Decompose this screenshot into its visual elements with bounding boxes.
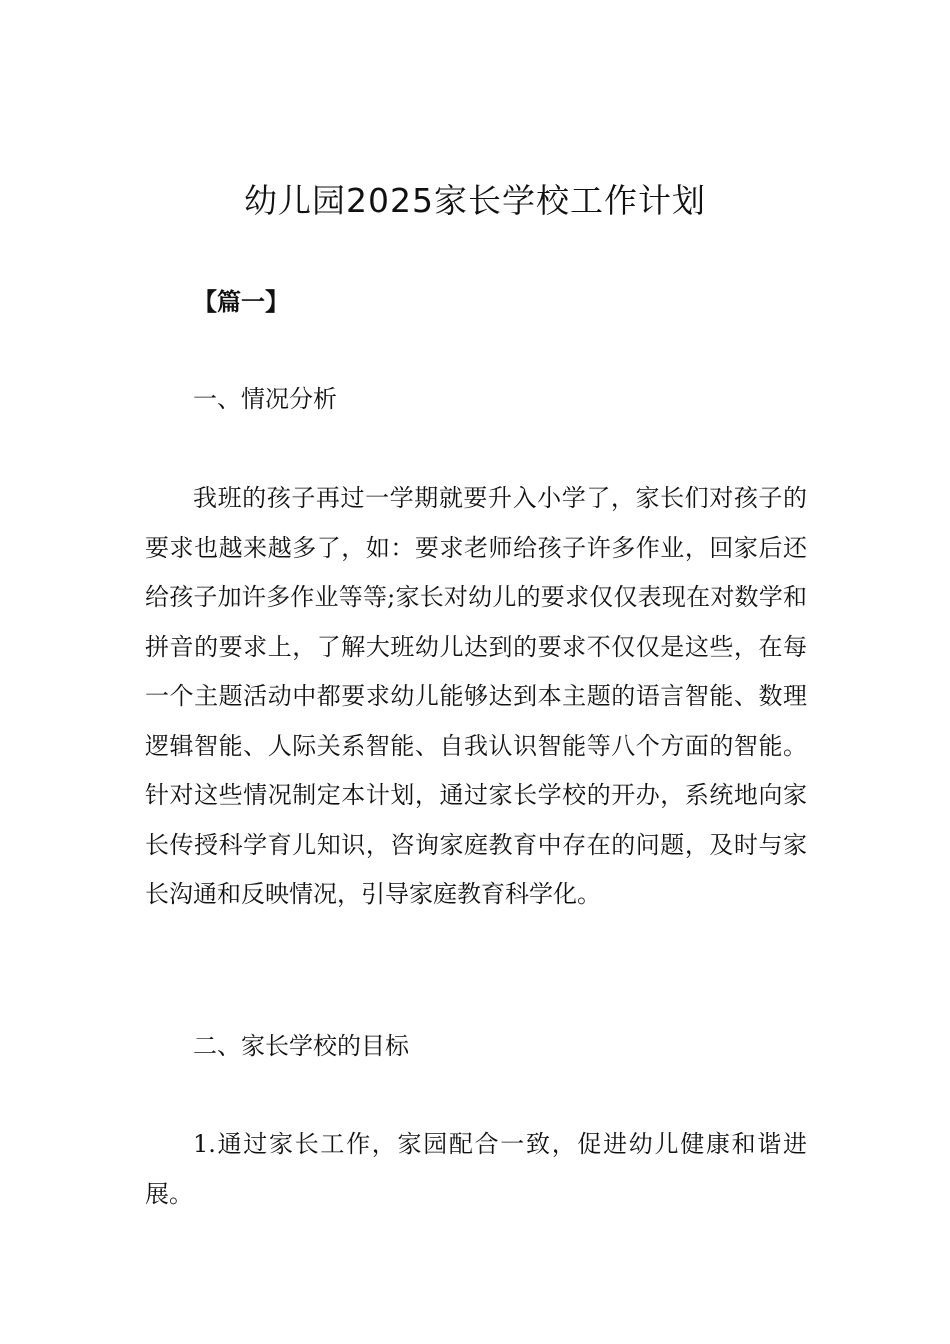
situation-analysis-paragraph: 我班的孩子再过一学期就要升入小学了，家长们对孩子的要求也越来越多了，如：要求老师给孩子许多作业，回家后还给孩子加许多作业等等;家长对幼儿的要求仅仅表现在对数学和拼音的要求上，了解大班幼儿达到的要求不仅仅是这些，在每一个主题活动中都要求幼儿能够达到本主题的语言智能、数理逻辑智能、人际关系智能、自我认识智能等八个方面的智能。针对这些情况制定本计划，通过家长学校的开办，系统地向家长传授科学育儿知识，咨询家庭教育中存在的问题，及时与家长沟通和反映情况，引导家庭教育科学化。 (145, 484, 807, 908)
section-heading-school-goals: 二、家长学校的目标 (193, 1032, 409, 1060)
goal-item-1: 1.通过家长工作，家园配合一致，促进幼儿健康和谐进展。 (145, 1130, 807, 1208)
section-heading-situation-analysis: 一、情况分析 (193, 385, 337, 413)
part-label: 【篇一】 (193, 288, 289, 316)
document-title: 幼儿园2025家长学校工作计划 (244, 181, 706, 220)
